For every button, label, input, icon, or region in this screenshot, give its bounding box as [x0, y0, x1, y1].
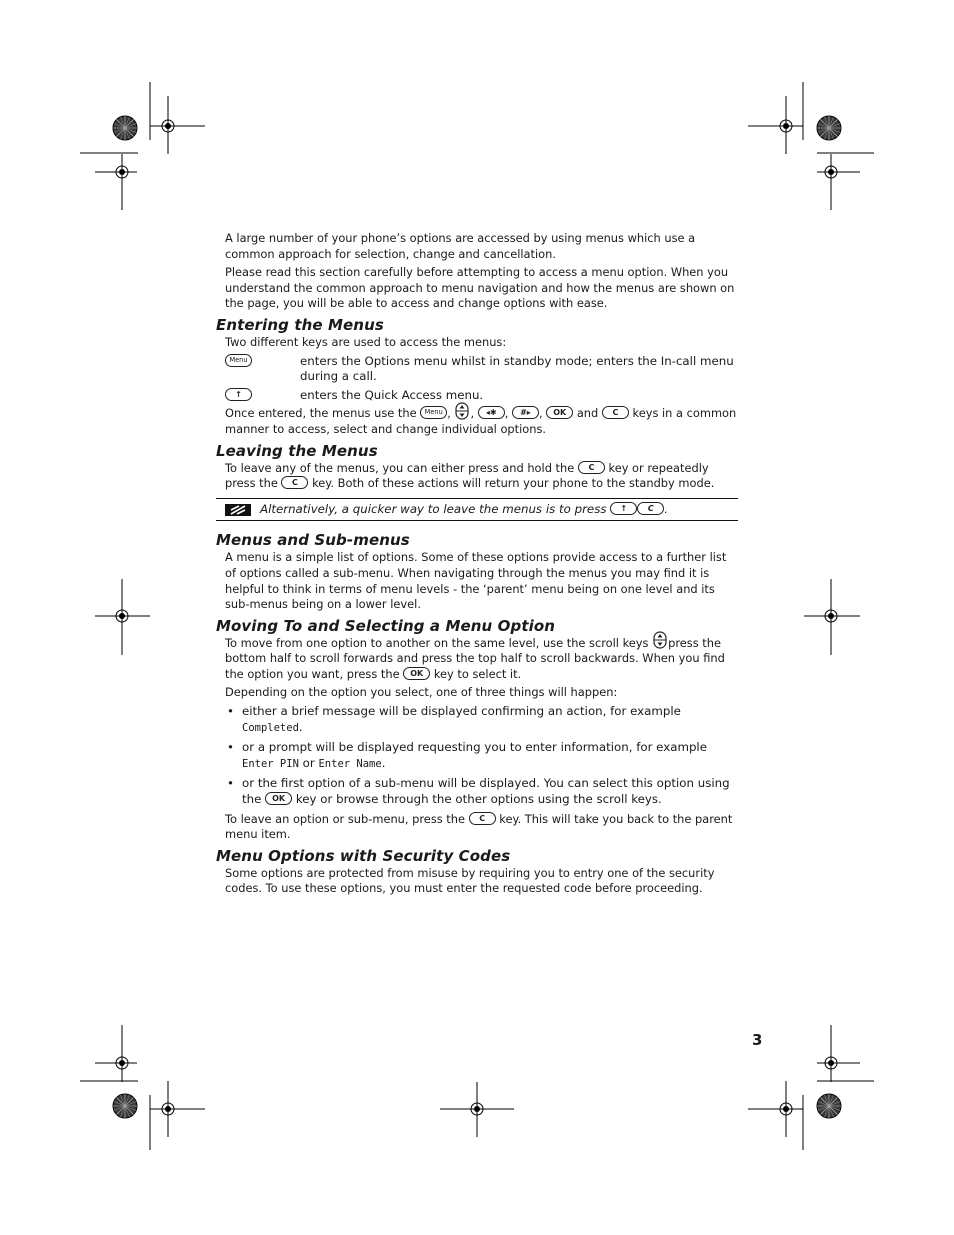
heading-entering-menus: Entering the Menus: [216, 315, 384, 334]
list-item: • either a brief message will be displayed confirming an action, for example Completed.: [225, 704, 738, 736]
menu-key-icon: Menu: [420, 406, 447, 419]
bullet-3-text-b: key or browse through the other options using the scroll keys.: [295, 792, 662, 807]
submenus-paragraph: A menu is a simple list of options. Some of these options provide access to a further list of options called a sub-menu. When navigating through the menus you may find it is helpful to think in terms of menu levels - the ‘parent’ menu being on one level and its sub-menus being on a lower level.: [225, 550, 727, 612]
leaving-text-a: To leave any of the menus, you can either press and hold the: [225, 460, 575, 475]
up-key-icon: ↑: [225, 388, 252, 401]
once-text-b: keys in a common manner to access, select and change individual options.: [225, 406, 737, 436]
ok-key-icon: OK: [403, 667, 430, 680]
menu-key-description: enters the Options menu whilst in standby mode; enters the In-call menu during a call.: [300, 353, 734, 384]
c-key-icon: C: [469, 812, 496, 825]
moving-text-c: key to select it.: [433, 666, 522, 681]
moving-text-a: To move from one option to another on the same level, use the scroll keys: [225, 635, 649, 650]
once-text-a: Once entered, the menus use the: [225, 406, 417, 421]
c-key-icon: C: [637, 502, 664, 515]
enter-pin-code: Enter PIN: [242, 757, 299, 770]
leave-option-paragraph: [225, 812, 738, 843]
enter-name-code: Enter Name: [318, 757, 382, 770]
leaving-text-b: key or repeatedly press the: [225, 460, 709, 491]
heading-security-codes: Menu Options with Security Codes: [216, 846, 511, 865]
bullet-2-text: or a prompt will be displayed requesting you to enter information, for example: [242, 740, 707, 755]
bullet-3-text-a: or the first option of a sub-menu will be displayed. You can select this option using the: [242, 776, 730, 807]
moving-text-b: press the bottom half to scroll forwards and press the top half to scroll backwards. When you find the option you want, press the: [225, 635, 725, 681]
tip-note: Alternatively, a quicker way to leave the menus is to press ↑ C .: [216, 498, 738, 522]
heading-moving-selecting: Moving To and Selecting a Menu Option: [216, 616, 556, 635]
up-key-description: enters the Quick Access menu.: [300, 387, 484, 402]
page-number: 3: [752, 1031, 763, 1049]
moving-paragraph: [225, 636, 738, 683]
c-key-icon: C: [281, 476, 308, 489]
security-paragraph: Some options are protected from misuse by requiring you to entry one of the security codes. To use these options, you must enter the requested code before proceeding.: [225, 865, 715, 896]
list-item: [225, 776, 738, 807]
entering-once-paragraph: Once entered, the menus use the Menu , , ◂✱ , #▸ , OK and C keys in a common manner to access, select and change individual options.: [225, 406, 738, 437]
leave-option-text-a: To leave an option or sub-menu, press the: [225, 811, 465, 826]
up-key-row: [225, 388, 738, 404]
ok-key-icon: OK: [546, 406, 573, 419]
heading-menus-submenus: Menus and Sub-menus: [216, 531, 410, 550]
menu-key-row: [225, 354, 738, 385]
up-key-icon: ↑: [610, 502, 637, 515]
leaving-paragraph: [225, 461, 738, 492]
up-c-key-pair: [610, 502, 664, 515]
depending-paragraph: Depending on the option you select, one of three things will happen:: [225, 685, 618, 700]
heading-leaving-menus: Leaving the Menus: [216, 441, 378, 460]
scroll-keys-icon: [652, 631, 668, 649]
scroll-keys-icon: [454, 402, 470, 420]
entering-lead: Two different keys are used to access the menus:: [225, 334, 507, 349]
outcome-list: [225, 704, 738, 808]
ok-key-icon: OK: [265, 792, 292, 805]
bullet-1-text: either a brief message will be displayed confirming an action, for example: [242, 704, 681, 719]
intro-paragraph-1: A large number of your phone’s options are accessed by using menus which use a common approach for selection, change and cancellation.: [225, 231, 696, 261]
note-icon: [225, 504, 251, 516]
completed-code: Completed: [242, 721, 299, 734]
c-key-icon: C: [602, 406, 629, 419]
intro-paragraph-2: Please read this section carefully before attempting to access a menu option. When you understand the common approach to menu navigation and how the menus are shown on the page, you will be able to access and change options with ease.: [225, 265, 735, 311]
c-key-icon: C: [578, 461, 605, 474]
leave-option-text-b: key. This will take you back to the parent menu item.: [225, 811, 733, 842]
tip-note-text: Alternatively, a quicker way to leave the menus is to press: [260, 501, 607, 516]
hash-key-icon: #▸: [512, 406, 539, 419]
star-key-icon: ◂✱: [478, 406, 505, 419]
leaving-text-c: key. Both of these actions will return your phone to the standby mode.: [312, 476, 715, 491]
page-content: [216, 231, 738, 900]
once-and: and: [576, 406, 599, 421]
bullet-2-or: or: [302, 755, 315, 770]
list-item: • or a prompt will be displayed requesting you to enter information, for example Enter PIN or Enter Name.: [225, 740, 738, 772]
menu-key-icon: Menu: [225, 354, 252, 367]
